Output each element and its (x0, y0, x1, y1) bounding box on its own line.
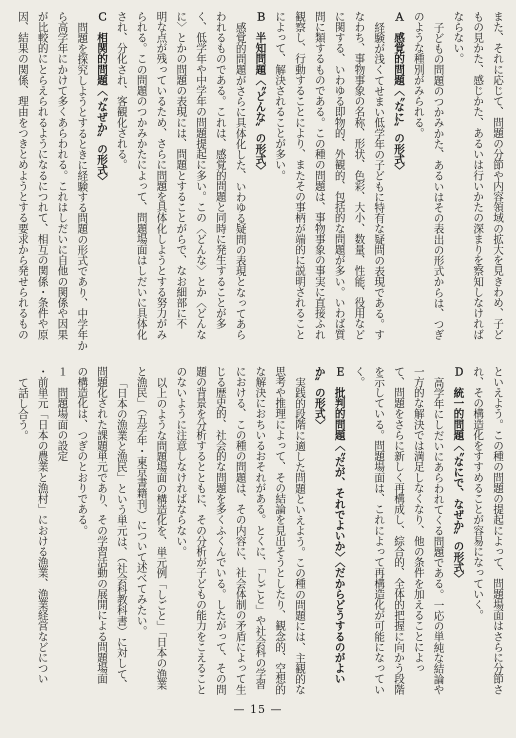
lower-text-tier (12, 366, 507, 708)
bullet-item-continued: て話し合う。 (16, 376, 29, 441)
text-column: に〉とかの問題の表現には、問題とすることがらで、なお細部に不 (175, 11, 188, 329)
text-column: に関する、いわゆる即物的、外観的、包括的な問題が多い。いわば質 (333, 11, 346, 340)
text-column: 高学年にしだいにあらわれてくる問題である。一応の単純な結論や (432, 376, 445, 695)
text-column: を示している。問題場面は、これによって再構造化が可能になってい (373, 366, 386, 695)
text-column: もの見かた、感じかた、あるいは行いかたの深まりを察知しなければ (472, 11, 485, 340)
numbered-subheading: １ 問題場面の設定 (56, 366, 69, 462)
text-column: が比較的にとらえられるようになるにつれて、相互の関係・条件や原 (36, 11, 49, 340)
section-heading-d: Ｄ 統一的問題〈〝なにで、なぜか〟の形式〉 (452, 366, 465, 584)
text-column: て、問題をさらに新しく再構成し、綜合的、全体的把握に向かう段階 (393, 366, 406, 695)
text-column: によって、解決されることが多い。 (274, 11, 287, 181)
page-number: — 15 — (233, 703, 283, 716)
text-column: され、分化され、客観化される。 (115, 11, 128, 170)
text-column: く。 (353, 366, 366, 388)
text-column: われるものである。これは、感覚的問題と同時に発生することが多 (214, 11, 227, 329)
text-column: く、低学年や中学年の問題提起に多い。この〈どんな〉とか〈どんな (195, 11, 208, 340)
section-heading-b: Ｂ 半知問題〈〝どんな〟の形式〉 (254, 11, 267, 176)
text-column: の構造化は、つぎのとおりである。 (76, 366, 89, 536)
text-column: 実践的段階に適した問題といえよう。この種の問題には、主観的な (294, 376, 307, 695)
text-column: のような種別がみられる。 (412, 11, 425, 139)
text-column: といえよう。この種の問題の提起によって、問題場面はさらに分節さ (492, 366, 504, 695)
bullet-item: ・前単元「日本の農業と漁村」における漁業、漁業経営などについ (36, 366, 49, 684)
text-column: 以上のような問題場面の構造化を、単元例「しごと」「日本の漁業 (155, 376, 168, 690)
text-column: また、それに応じて、問題の分節や内容領域の拡大を見きわめ、子ど (492, 11, 504, 340)
section-heading-c: Ｃ 相関的問題〈〝なぜか〟の形式〉 (96, 11, 109, 186)
text-column: な解決におちいるおそれがある。とくに、「しごと」や社会科の学習 (254, 366, 267, 690)
text-column: 経験が浅くてせまい低学年の子どもに特有な疑問の表現である。す (373, 21, 386, 340)
text-column: 題の背景を分析するとともに、その分析が子どもの能力をこえること (195, 366, 208, 695)
text-column: ら高学年にかけて多くあらわれる。これはしだいに自他の関係や因果 (56, 11, 69, 340)
text-column: 明な点が残っているため、さらに問題を具体化しようとする努力がみ (155, 11, 168, 340)
text-column: 一方的な解決では満足しなくなり、他の条件を加えることによっ (412, 366, 425, 674)
text-column: 観察し、行動することにより、またその事柄が端的に説明されること (294, 11, 307, 340)
text-column: られる。この問題のつかみかたによって、問題場面はしだいに具体化 (135, 11, 148, 340)
text-column: れ、その構造化をすすめることが容易になっていく。 (472, 366, 485, 621)
text-column: 問題を探究しようとするときに経験する問題の形式であり、中学年か (76, 21, 89, 351)
section-heading-a: Ａ 感覚的問題〈〝なに〟の形式〉 (393, 11, 406, 176)
text-column: と漁民」（五学年・東京書籍刊）について述べてみたい。 (135, 366, 148, 637)
text-column: 「日本の漁業と漁民」という単元は、（社会科教科書）に対して、 (115, 376, 128, 690)
text-column: のないように注意しなければならない。 (175, 366, 188, 557)
text-column: なわち、事物事象の名称、形状、色彩、大小、数量、性能、役用など (353, 11, 366, 340)
section-heading-e-continued: か〟の形式〉 (313, 366, 326, 430)
text-column: 因、結果の関係、理由をつきとめようとする要求から発せられるもの (16, 11, 29, 340)
text-column: における、この種の問題は、その内容に、社会体制の矛盾によって生 (234, 366, 247, 695)
text-column: 子どもの問題のつかみかた、あるいはその表出の形式からは、つぎ (432, 21, 445, 340)
text-column: 感覚的問題がさらに具体化した、いわゆる疑問の表現となってあら (234, 21, 247, 340)
text-column: 問に類するものである。この種の問題は、事物事象の事実に直接ふれ (313, 11, 326, 340)
text-column: じる歴史的、社会的な問題を多くふくんでいる。したがって、その問 (214, 366, 227, 695)
section-heading-e: Ｅ 批判的問題〈〝だが、それでよいか〉〈だからどうするのがよい (333, 366, 346, 684)
text-column: 問題化された課題単元であり、その学習活動の展開による問題場面 (96, 366, 109, 684)
upper-text-tier (12, 11, 507, 353)
text-column: 思考や推理によって、その結論を見出そうとしたり、観念的、空想的 (274, 366, 287, 695)
text-column: ならない。 (452, 11, 465, 64)
